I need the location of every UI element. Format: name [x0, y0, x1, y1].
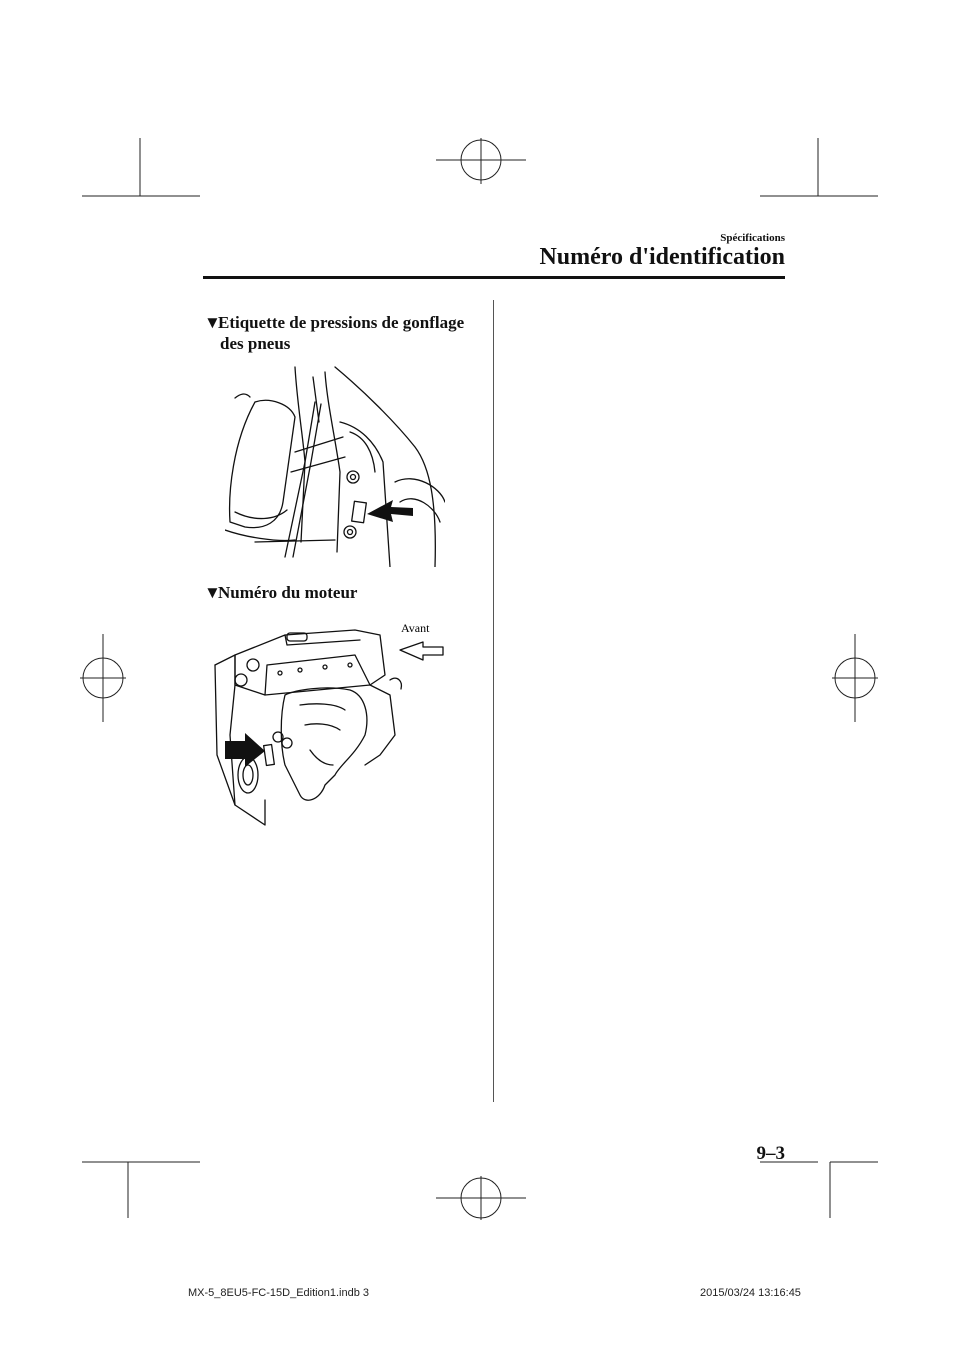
crop-mark-icon	[760, 138, 878, 196]
page-title: Numéro d'identification	[539, 244, 785, 270]
tire-pressure-label-location-figure	[225, 362, 445, 567]
arrow-icon	[367, 500, 413, 522]
registration-mark-icon	[436, 1176, 526, 1220]
column-divider	[493, 300, 494, 1102]
figure-label-front: Avant	[401, 621, 430, 635]
section-heading-tire-pressure	[204, 312, 489, 354]
registration-mark-icon	[832, 634, 878, 722]
crop-mark-icon	[760, 1162, 878, 1218]
crop-mark-icon	[82, 138, 200, 196]
section-kicker: Spécifications	[720, 232, 785, 244]
footer-timestamp: 2015/03/24 13:16:45	[700, 1287, 801, 1299]
section-heading-engine-number	[204, 582, 489, 603]
title-rule	[203, 276, 785, 279]
heading-line-1: Numéro du moteur	[218, 583, 358, 602]
crop-mark-icon	[82, 1162, 200, 1218]
section-marker-icon: ▼	[204, 583, 221, 602]
registration-mark-icon	[436, 138, 526, 184]
arrow-icon	[225, 733, 265, 767]
engine-number-location-figure	[205, 615, 455, 845]
registration-mark-icon	[80, 634, 126, 722]
page-number: 9–3	[756, 1143, 785, 1164]
heading-line-2: des pneus	[220, 334, 291, 353]
footer-file-info: MX-5_8EU5-FC-15D_Edition1.indb 3	[188, 1287, 369, 1299]
heading-line-1: Etiquette de pressions de gonflage	[218, 313, 465, 332]
section-marker-icon: ▼	[204, 313, 221, 332]
